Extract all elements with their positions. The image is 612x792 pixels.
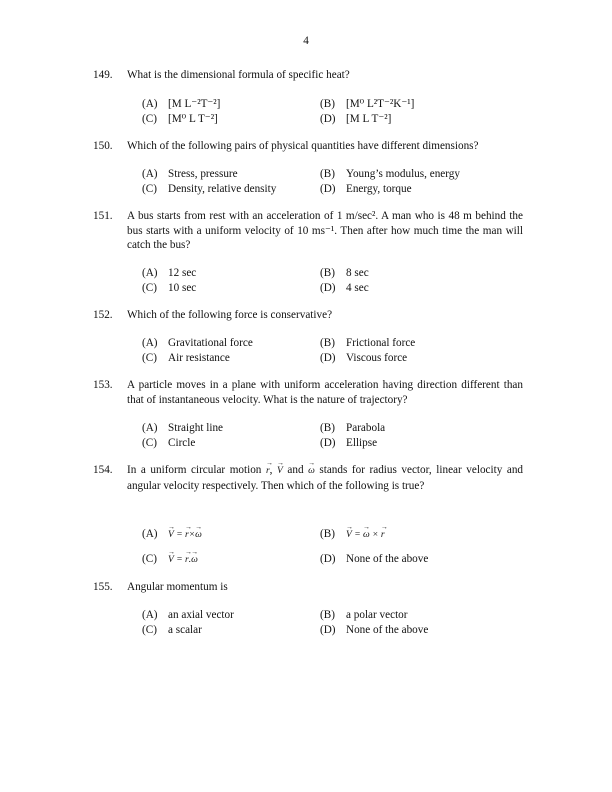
option-a[interactable]: (A) Stress, pressure — [142, 168, 238, 180]
r-vector-symbol: → r — [266, 464, 270, 479]
option-a[interactable]: (A) an axial vector — [142, 609, 234, 621]
option-c[interactable]: (C) Density, relative density — [142, 182, 277, 195]
option-a[interactable]: (A)→ V = → r×→ ω — [142, 527, 202, 543]
question-150 — [93, 139, 523, 154]
question-number: 151. — [93, 210, 113, 222]
question-155 — [93, 580, 523, 595]
page-number: 4 — [303, 35, 309, 47]
option-d[interactable]: (D) None of the above — [320, 623, 429, 636]
question-text: Angular momentum is — [127, 581, 228, 593]
option-b[interactable]: (B) a polar vector — [320, 609, 408, 621]
question-text: In a uniform circular motion → r, → V and → ω stands for radius vector, linear velocity and angular velocity respectively. Then which of the following is true? — [127, 463, 523, 493]
question-number: 150. — [93, 140, 113, 152]
option-a[interactable]: (A) Gravitational force — [142, 337, 253, 349]
option-a[interactable]: (A) Straight line — [142, 422, 223, 434]
option-c[interactable]: (C)→ V = → r.→ ω — [142, 552, 198, 568]
question-text: A bus starts from rest with an acceleration of 1 m/sec². A man who is 48 m behind the bus starts with a uniform velocity of 10 ms⁻¹. Then after how much time the man will catch the bus? — [127, 210, 523, 252]
question-text: What is the dimensional formula of specific heat? — [127, 69, 350, 81]
option-d[interactable]: (D) Energy, torque — [320, 182, 412, 195]
option-d[interactable]: (D) None of the above — [320, 553, 429, 565]
option-c[interactable]: (C) 10 sec — [142, 281, 197, 294]
question-number: 154. — [93, 464, 113, 476]
v-vector-symbol: → V — [277, 464, 283, 479]
question-153 — [93, 378, 523, 407]
option-d[interactable]: (D) 4 sec — [320, 281, 369, 294]
options-155 — [142, 608, 542, 637]
question-149 — [93, 68, 523, 83]
options-150 — [142, 167, 542, 196]
question-number: 155. — [93, 581, 113, 593]
option-d[interactable]: (D) [M L T⁻²] — [320, 112, 392, 125]
option-b[interactable]: (B) [M⁰ L²T⁻²K⁻¹] — [320, 98, 415, 110]
question-152 — [93, 308, 523, 323]
option-c[interactable]: (C) a scalar — [142, 623, 202, 636]
options-154 — [142, 527, 542, 567]
option-d[interactable]: (D) Ellipse — [320, 436, 378, 449]
option-a[interactable]: (A) 12 sec — [142, 267, 197, 279]
option-c[interactable]: (C) [M⁰ L T⁻²] — [142, 112, 218, 125]
options-152 — [142, 336, 542, 365]
question-number: 152. — [93, 309, 113, 321]
option-c[interactable]: (C) Air resistance — [142, 351, 230, 364]
option-b[interactable]: (B)→ V = → ω × → r — [320, 527, 385, 543]
option-b[interactable]: (B) Young’s modulus, energy — [320, 168, 460, 180]
option-c[interactable]: (C) Circle — [142, 436, 196, 449]
question-text: A particle moves in a plane with uniform acceleration having direction different than that of instantaneous velocity. What is the nature of trajectory? — [127, 379, 523, 406]
option-a[interactable]: (A) [M L⁻²T⁻²] — [142, 98, 221, 110]
option-b[interactable]: (B) Frictional force — [320, 337, 416, 349]
option-b[interactable]: (B) Parabola — [320, 422, 386, 434]
question-text: Which of the following pairs of physical quantities have different dimensions? — [127, 140, 479, 152]
question-154 — [93, 463, 523, 493]
options-151 — [142, 266, 542, 295]
omega-vector-symbol: → ω — [308, 464, 315, 479]
question-number: 149. — [93, 69, 113, 81]
question-151 — [93, 209, 523, 253]
question-text: Which of the following force is conservative? — [127, 309, 333, 321]
option-b[interactable]: (B) 8 sec — [320, 267, 369, 279]
options-149 — [142, 97, 542, 126]
question-number: 153. — [93, 379, 113, 391]
option-d[interactable]: (D) Viscous force — [320, 351, 408, 364]
options-153 — [142, 421, 542, 450]
